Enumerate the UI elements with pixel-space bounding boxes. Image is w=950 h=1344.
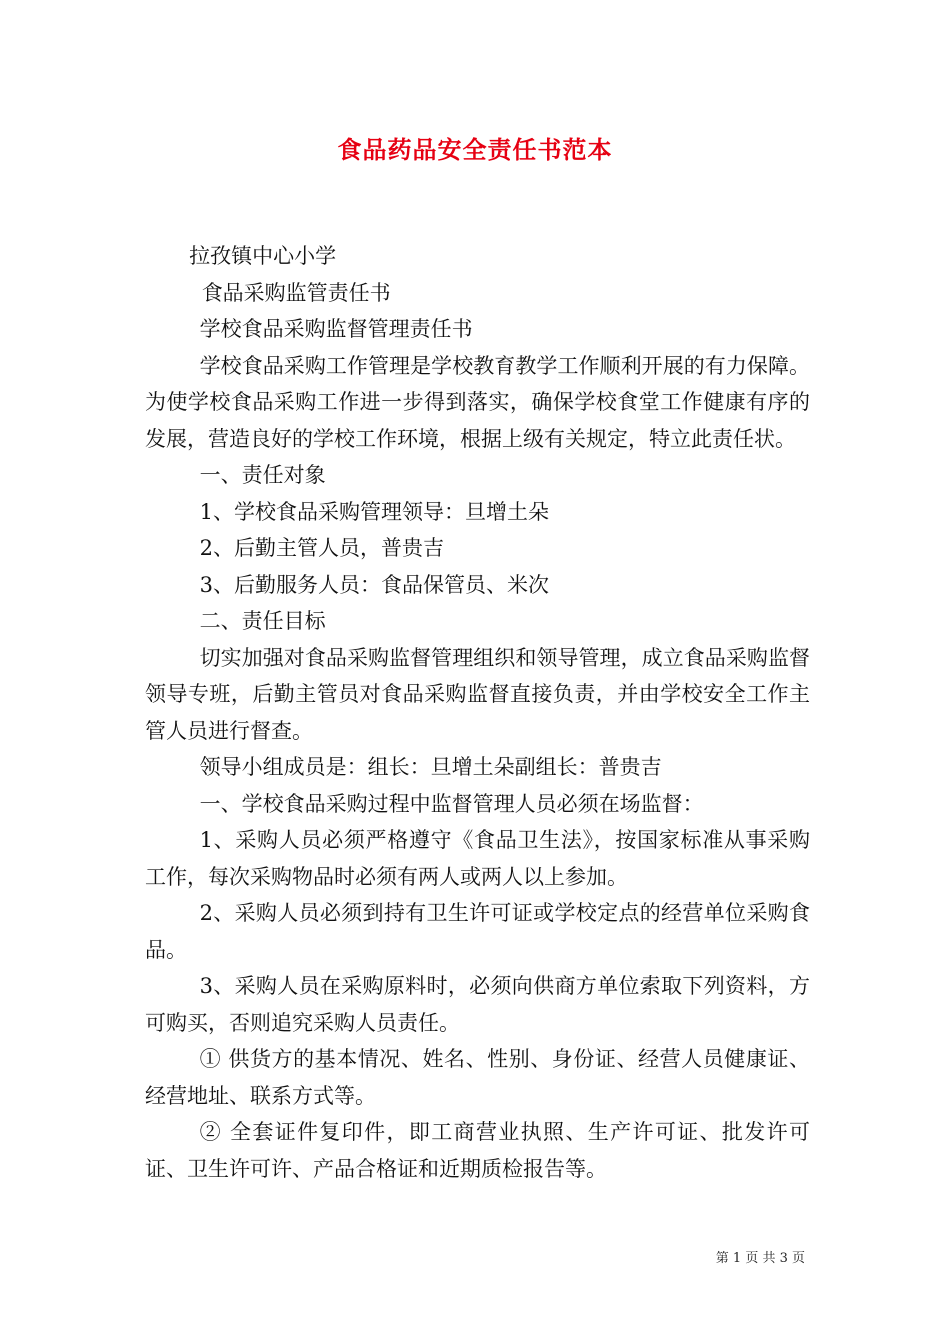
paragraph-subtitle-1: 食品采购监管责任书 <box>201 280 391 305</box>
paragraph-goal: 切实加强对食品采购监督管理组织和领导管理，成立食品采购监督领导专班，后勤主管员对食品采购监督直接负责，并由学校安全工作主管人员进行督查。 <box>145 645 810 743</box>
list-item: ② 全套证件复印件，即工商营业执照、生产许可证、批发许可证、卫生许可许、产品合格证和近期质检报告等。 <box>145 1120 810 1181</box>
section-heading-2: 二、责任目标 <box>199 609 326 633</box>
section-heading-1: 一、责任对象 <box>199 463 326 487</box>
section-heading-3: 一、学校食品采购过程中监督管理人员必须在场监督： <box>199 791 704 816</box>
list-item: 2、后勤主管人员，普贵吉 <box>199 536 444 560</box>
list-item: 3、采购人员在采购原料时，必须向供商方单位索取下列资料，方可购买，否则追究采购人员责任。 <box>145 974 810 1035</box>
list-item: 2、采购人员必须到持有卫生许可证或学校定点的经营单位采购食品。 <box>145 901 810 962</box>
paragraph-members: 领导小组成员是：组长：旦增土朵副组长：普贵吉 <box>199 755 662 779</box>
list-item: 1、采购人员必须严格遵守《食品卫生法》，按国家标准从事采购工作，每次采购物品时必须有两人或两人以上参加。 <box>145 828 810 889</box>
list-item: 3、后勤服务人员：食品保管员、米次 <box>199 572 549 597</box>
paragraph-school-name: 拉孜镇中心小学 <box>189 244 337 268</box>
page-number: 第 1 页 共 3 页 <box>715 1251 805 1266</box>
paragraph-intro: 学校食品采购工作管理是学校教育教学工作顺利开展的有力保障。为使学校食品采购工作进一步得到落实，确保学校食堂工作健康有序的发展，营造良好的学校工作环境，根据上级有关规定，特立此责任状。 <box>145 353 810 451</box>
paragraph-subtitle-2: 学校食品采购监督管理责任书 <box>199 317 473 341</box>
list-item: 1、学校食品采购管理领导：旦增土朵 <box>199 499 549 524</box>
document-body <box>145 238 810 1187</box>
list-item: ① 供货方的基本情况、姓名、性别、身份证、经营人员健康证、经营地址、联系方式等。 <box>145 1047 810 1108</box>
document-title: 食品药品安全责任书范本 <box>337 135 613 164</box>
